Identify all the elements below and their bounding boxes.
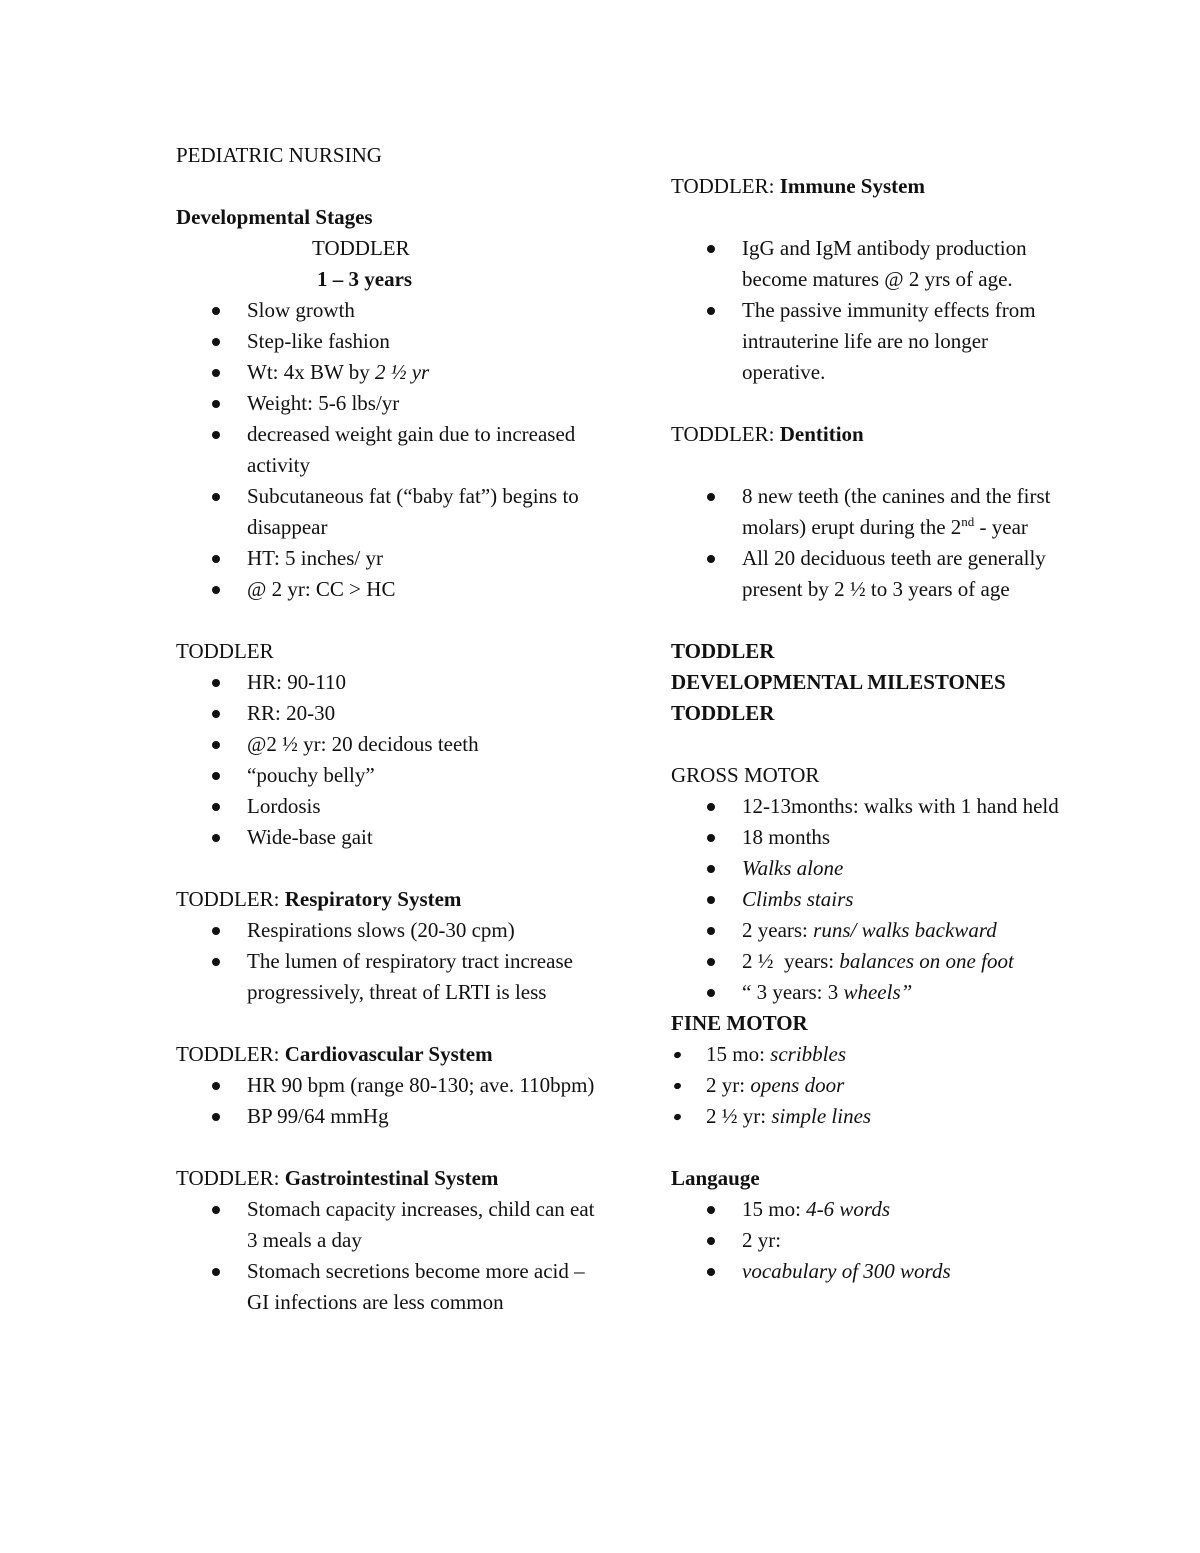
list-item: Subcutaneous fat (“baby fat”) begins to disappear (176, 481, 596, 543)
bullet-icon (212, 586, 220, 594)
bullet-icon (706, 1267, 716, 1277)
bullet-icon (707, 555, 715, 563)
bullet-icon (707, 927, 715, 935)
list-item: HR 90 bpm (range 80-130; ave. 110bpm) (176, 1070, 596, 1101)
list-item: 2 years: runs/ walks backward (671, 915, 1091, 946)
bullet-icon (212, 555, 220, 563)
list-item: BP 99/64 mmHg (176, 1101, 596, 1132)
list-item: The passive immunity effects from intrauterine life are no longer operative. (671, 295, 1091, 388)
bullet-icon (212, 803, 220, 811)
list-item: 8 new teeth (the canines and the first molars) erupt during the 2nd - year (671, 481, 1091, 543)
stage-label: TODDLER (312, 236, 410, 260)
milestones-line-1: TODDLER (671, 639, 775, 663)
list-item: 15 mo: scribbles (671, 1039, 1091, 1070)
bullet-icon (212, 1113, 220, 1121)
bullet-icon (212, 679, 220, 687)
dev-stages-heading: Developmental Stages (176, 205, 373, 229)
list-item: Respirations slows (20-30 cpm) (176, 915, 596, 946)
bullet-icon (212, 338, 220, 346)
bullet-icon (707, 245, 715, 253)
gross-motor-heading: GROSS MOTOR (671, 763, 820, 787)
milestones-line-2: DEVELOPMENTAL MILESTONES (671, 670, 1006, 694)
bullet-icon (212, 493, 220, 501)
list-item: Lordosis (176, 791, 596, 822)
list-item: HR: 90-110 (176, 667, 596, 698)
bullet-icon (212, 958, 220, 966)
bullet-icon (212, 710, 220, 718)
bullet-icon (707, 896, 715, 904)
list-item: 2 yr: opens door (671, 1070, 1091, 1101)
bullet-icon (212, 1268, 220, 1276)
bullet-icon (673, 1082, 682, 1090)
respiratory-heading: TODDLER: Respiratory System (176, 887, 462, 911)
list-item: Stomach capacity increases, child can eat 3 meals a day (176, 1194, 596, 1256)
list-item: 15 mo: 4-6 words (671, 1194, 1091, 1225)
dev-stages-list (176, 295, 596, 605)
list-item: “pouchy belly” (176, 760, 596, 791)
list-item: 2 ½ yr: simple lines (671, 1101, 1091, 1132)
list-item: Walks alone (671, 853, 1091, 884)
fine-motor-heading: FINE MOTOR (671, 1011, 808, 1035)
bullet-icon (212, 741, 220, 749)
bullet-icon (212, 431, 220, 439)
list-item: Slow growth (176, 295, 596, 326)
list-item: 2 yr: (671, 1225, 1091, 1256)
dentition-list (671, 481, 1091, 605)
gross-motor-list (671, 791, 1091, 1008)
list-item: HT: 5 inches/ yr (176, 543, 596, 574)
bullet-icon (212, 927, 220, 935)
list-item: Wide-base gait (176, 822, 596, 853)
list-item: Wt: 4x BW by 2 ½ yr (176, 357, 596, 388)
list-item: 2 ½ years: balances on one foot (671, 946, 1091, 977)
bullet-icon (212, 834, 220, 842)
bullet-icon (707, 493, 715, 501)
bullet-icon (673, 1113, 682, 1121)
milestones-line-3: TODDLER (671, 701, 775, 725)
bullet-icon (707, 865, 715, 873)
bullet-icon (212, 400, 220, 408)
immune-list (671, 233, 1091, 388)
toddler-list (176, 667, 596, 853)
bullet-icon (212, 772, 220, 780)
gi-list (176, 1194, 596, 1318)
respiratory-list (176, 915, 596, 1008)
list-item: Climbs stairs (671, 884, 1091, 915)
list-item: decreased weight gain due to increased activity (176, 419, 596, 481)
language-list (671, 1194, 1091, 1287)
bullet-icon (707, 307, 715, 315)
immune-heading: TODDLER: Immune System (671, 174, 925, 198)
bullet-icon (707, 989, 715, 997)
bullet-icon (673, 1051, 682, 1059)
bullet-icon (707, 958, 715, 966)
bullet-icon (707, 803, 715, 811)
list-item: The lumen of respiratory tract increase progressively, threat of LRTI is less (176, 946, 596, 1008)
bullet-icon (212, 1206, 220, 1214)
list-item: Stomach secretions become more acid – GI infections are less common (176, 1256, 596, 1318)
bullet-icon (706, 1236, 716, 1246)
toddler-heading: TODDLER (176, 639, 274, 663)
bullet-icon (212, 369, 220, 377)
fine-motor-list (671, 1039, 1091, 1132)
list-item: @ 2 yr: CC > HC (176, 574, 596, 605)
bullet-icon (212, 1082, 220, 1090)
dentition-heading: TODDLER: Dentition (671, 422, 864, 446)
bullet-icon (212, 307, 220, 315)
left-column (176, 140, 596, 1318)
cardio-heading: TODDLER: Cardiovascular System (176, 1042, 493, 1066)
bullet-icon (706, 1205, 716, 1215)
right-column (671, 171, 1091, 1287)
document-title: PEDIATRIC NURSING (176, 143, 382, 167)
language-heading: Langauge (671, 1166, 760, 1190)
list-item: RR: 20-30 (176, 698, 596, 729)
list-item: Weight: 5-6 lbs/yr (176, 388, 596, 419)
list-item: 12-13months: walks with 1 hand held (671, 791, 1091, 822)
age-range: 1 – 3 years (317, 267, 413, 291)
list-item: All 20 deciduous teeth are generally present by 2 ½ to 3 years of age (671, 543, 1091, 605)
list-item: 18 months (671, 822, 1091, 853)
gi-heading: TODDLER: Gastrointestinal System (176, 1166, 499, 1190)
list-item: vocabulary of 300 words (671, 1256, 1091, 1287)
list-item: IgG and IgM antibody production become matures @ 2 yrs of age. (671, 233, 1091, 295)
cardio-list (176, 1070, 596, 1132)
list-item: “ 3 years: 3 wheels” (671, 977, 1091, 1008)
list-item: Step-like fashion (176, 326, 596, 357)
bullet-icon (707, 834, 715, 842)
list-item: @2 ½ yr: 20 decidous teeth (176, 729, 596, 760)
